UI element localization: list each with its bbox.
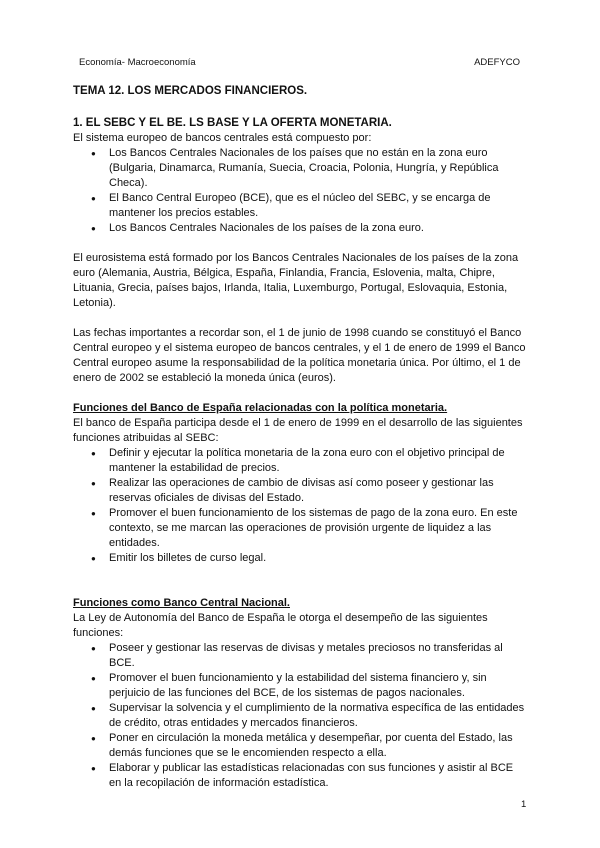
- list-item: ● Poner en circulación la moneda metálica y desempeñar, por cuenta del Estado, las demás funciones que se le encomienden respecto a ella.: [109, 731, 527, 761]
- list-item: ● Poseer y gestionar las reservas de divisas y metales preciosos no transferidas al BCE.: [109, 641, 527, 671]
- section-2-heading: Funciones del Banco de España relacionadas con la política monetaria.: [73, 402, 448, 414]
- section-2-list: [73, 446, 527, 566]
- section-1-list: [73, 146, 527, 236]
- section-3-intro: La Ley de Autonomía del Banco de España le otorga el desempeño de las siguientes funciones:: [73, 612, 488, 639]
- header-organization: ADEFYCO: [474, 57, 520, 68]
- list-item: ● Realizar las operaciones de cambio de divisas así como poseer y gestionar las reservas oficiales de divisas del Estado.: [109, 476, 527, 506]
- list-item: ● Emitir los billetes de curso legal.: [109, 551, 527, 566]
- section-3-list: [73, 641, 527, 791]
- list-item: ● Elaborar y publicar las estadísticas relacionadas con sus funciones y asistir al BCE en la recopilación de información estadística.: [109, 761, 527, 791]
- eurosystem-paragraph: El eurosistema está formado por los Bancos Centrales Nacionales de los países de la zona euro (Alemania, Austria, Bélgica, España, Finlandia, Francia, Eslovenia, malta, Chipre, Lituania, Grecia, países bajos, Irlanda, Italia, Luxemburgo, Portugal, Eslovaquia, Estonia, Letonia).: [73, 252, 519, 309]
- list-item: ● Definir y ejecutar la política monetaria de la zona euro con el objetivo principal de mantener la estabilidad de precios.: [109, 446, 527, 476]
- list-item: ● Promover el buen funcionamiento y la estabilidad del sistema financiero y, sin perjuicio de las funciones del BCE, de los sistemas de pagos nacionales.: [109, 671, 527, 701]
- section-2-intro: El banco de España participa desde el 1 de enero de 1999 en el desarrollo de las siguientes funciones atribuidas al SEBC:: [73, 417, 523, 444]
- header-subject: Economía- Macroeconomía: [79, 57, 196, 68]
- list-item: ● El Banco Central Europeo (BCE), que es el núcleo del SEBC, y se encarga de mantener los precios estables.: [109, 191, 527, 221]
- section-1-intro: El sistema europeo de bancos centrales está compuesto por:: [73, 132, 372, 144]
- dates-paragraph: Las fechas importantes a recordar son, el 1 de junio de 1998 cuando se constituyó el Banco Central europeo y el sistema europeo de bancos centrales, y el 1 de enero de 1999 el Banco Central europeo asume la responsabilidad de la política monetaria única. Por último, el 1 de enero de 2002 se estableció la moneda única (euros).: [73, 327, 526, 384]
- document-title: TEMA 12. LOS MERCADOS FINANCIEROS.: [73, 85, 308, 97]
- list-item: ● Los Bancos Centrales Nacionales de los países que no están en la zona euro (Bulgaria, Dinamarca, Rumanía, Suecia, Croacia, Polonia, Hungría, y República Checa).: [109, 146, 527, 191]
- section-1-heading: 1. EL SEBC Y EL BE. LS BASE Y LA OFERTA MONETARIA.: [73, 117, 392, 129]
- page-number: 1: [521, 799, 527, 810]
- list-item: ● Promover el buen funcionamiento de los sistemas de pago de la zona euro. En este contexto, se me marcan las operaciones de provisión urgente de liquidez a las entidades.: [109, 506, 527, 551]
- document-body: [73, 84, 527, 791]
- list-item: ● Supervisar la solvencia y el cumplimiento de la normativa específica de las entidades de crédito, otras entidades y mercados financieros.: [109, 701, 527, 731]
- section-3-heading: Funciones como Banco Central Nacional.: [73, 597, 290, 609]
- list-item: ● Los Bancos Centrales Nacionales de los países de la zona euro.: [109, 221, 527, 236]
